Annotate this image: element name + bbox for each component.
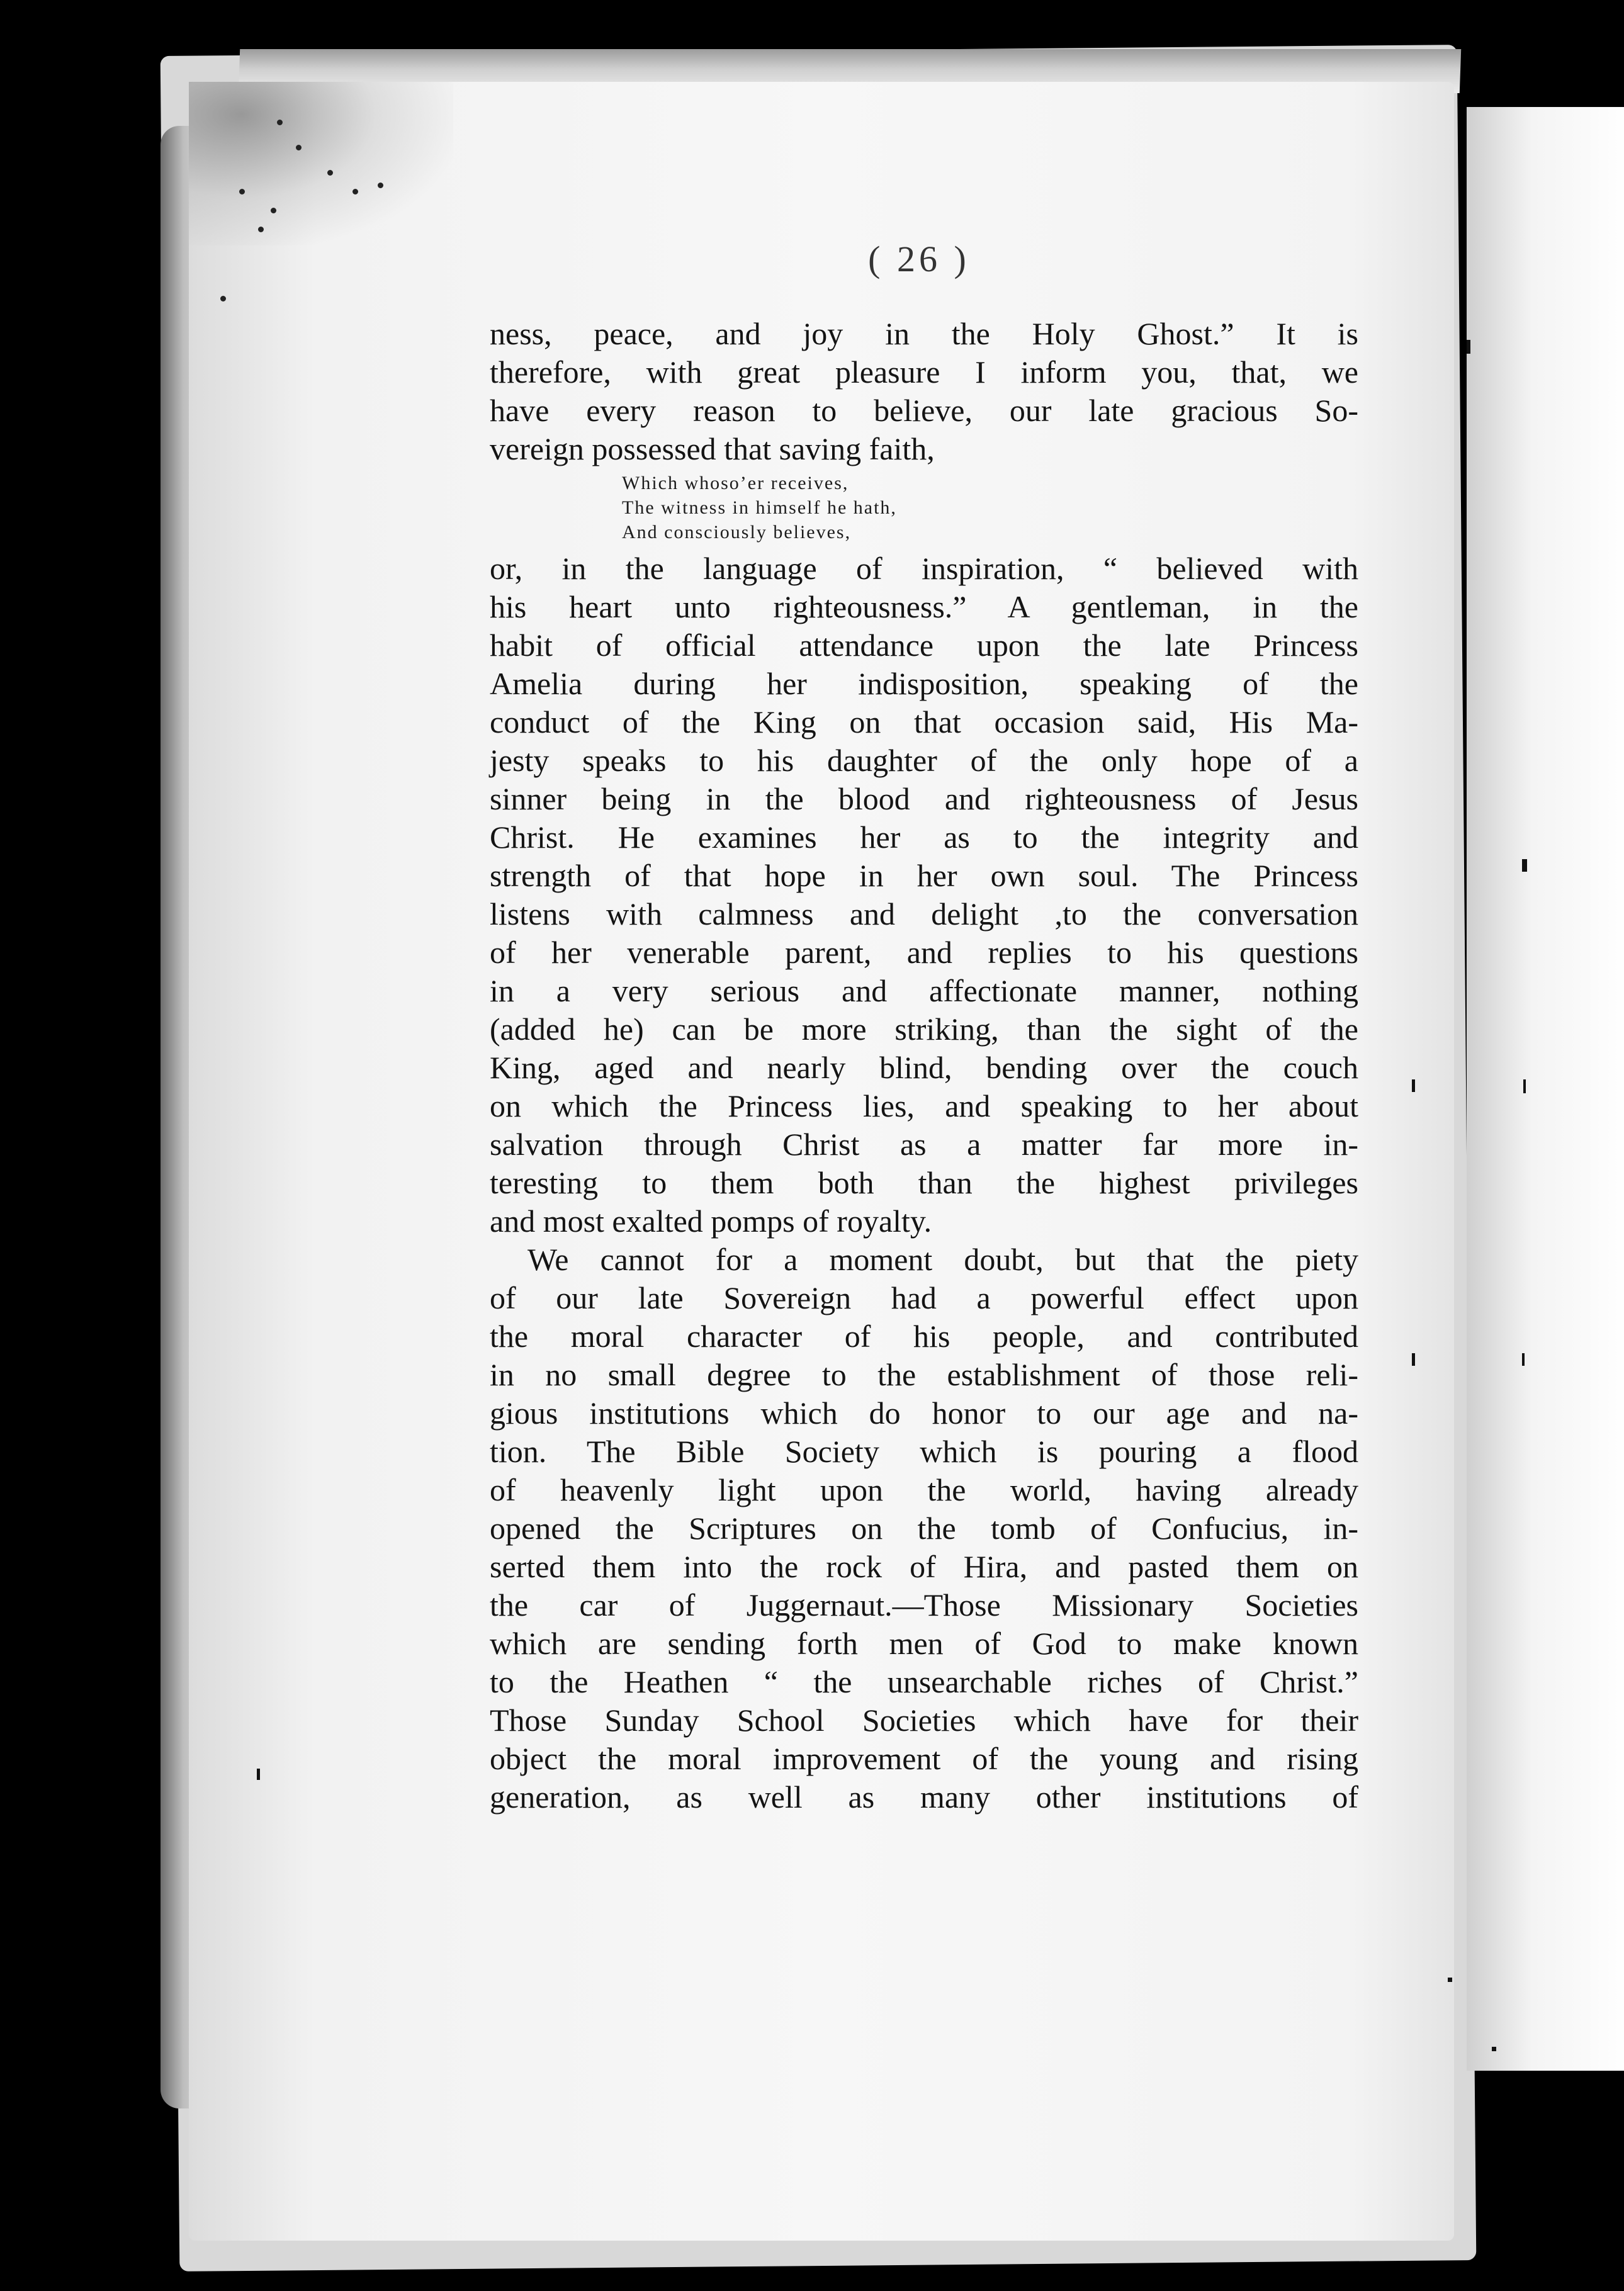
paragraph-one bbox=[490, 549, 1358, 1241]
margin-mark bbox=[1492, 2047, 1496, 2051]
paragraph-two bbox=[490, 1241, 1358, 1816]
page-number: ( 26 ) bbox=[868, 239, 970, 279]
foxing-speck bbox=[220, 296, 226, 301]
foxing-speck bbox=[296, 145, 302, 150]
text-line: therefore, with great pleasure I inform you, that, we bbox=[490, 354, 1358, 390]
opening-lines bbox=[490, 315, 1358, 468]
margin-mark bbox=[1523, 1079, 1526, 1093]
foxing-speck bbox=[258, 227, 264, 232]
text-line: to the Heathen “ the unsearchable riches of Christ.” bbox=[490, 1664, 1358, 1699]
verse-line: And consciously believes, bbox=[622, 522, 852, 543]
verse-quotation bbox=[490, 468, 1358, 549]
body-text bbox=[490, 315, 1358, 1816]
text-line: ness, peace, and joy in the Holy Ghost.” It is bbox=[490, 316, 1358, 351]
text-line: listens with calmness and delight ,to the conversation bbox=[490, 896, 1358, 932]
text-line: tion. The Bible Society which is pouring a flood bbox=[490, 1434, 1358, 1469]
foxing-speck bbox=[277, 120, 283, 125]
text-line: gious institutions which do honor to our age and na- bbox=[490, 1395, 1358, 1431]
margin-mark bbox=[1467, 340, 1470, 354]
text-line: We cannot for a moment doubt, but that the piety bbox=[527, 1242, 1358, 1277]
text-line: habit of official attendance upon the late Princess bbox=[490, 628, 1358, 663]
margin-mark bbox=[1448, 1978, 1452, 1982]
foxing-speck bbox=[352, 189, 358, 194]
margin-mark bbox=[1412, 1079, 1415, 1092]
text-line: serted them into the rock of Hira, and pasted them on bbox=[490, 1549, 1358, 1584]
text-line: Those Sunday School Societies which have for their bbox=[490, 1703, 1358, 1738]
text-line: object the moral improvement of the young and rising bbox=[490, 1741, 1358, 1776]
text-line: of our late Sovereign had a powerful effect upon bbox=[490, 1280, 1358, 1315]
text-line: conduct of the King on that occasion said, His Ma- bbox=[490, 704, 1358, 740]
text-line: have every reason to believe, our late gracious So- bbox=[490, 393, 1358, 428]
text-line: vereign possessed that saving faith, bbox=[490, 431, 935, 466]
foxing-speck bbox=[327, 170, 333, 176]
foxing-speck bbox=[239, 189, 245, 194]
text-line: of heavenly light upon the world, having already bbox=[490, 1472, 1358, 1507]
text-line: and most exalted pomps of royalty. bbox=[490, 1203, 932, 1239]
text-line: jesty speaks to his daughter of the only hope of a bbox=[490, 743, 1358, 778]
margin-mark bbox=[257, 1769, 260, 1780]
text-line: on which the Princess lies, and speaking to her about bbox=[490, 1088, 1358, 1123]
foxing-stain bbox=[189, 82, 453, 245]
foxing-speck bbox=[378, 183, 383, 188]
text-line: strength of that hope in her own soul. The Princess bbox=[490, 858, 1358, 893]
text-line: generation, as well as many other institutions of bbox=[490, 1779, 1358, 1815]
margin-mark bbox=[1522, 859, 1527, 872]
text-line: Amelia during her indisposition, speaking of the bbox=[490, 666, 1358, 701]
text-line: salvation through Christ as a matter far more in- bbox=[490, 1127, 1358, 1162]
text-line: sinner being in the blood and righteousness of Jesus bbox=[490, 781, 1358, 816]
text-line: Christ. He examines her as to the integrity and bbox=[490, 819, 1358, 855]
text-line: the moral character of his people, and contributed bbox=[490, 1319, 1358, 1354]
text-line: King, aged and nearly blind, bending over the couch bbox=[490, 1050, 1358, 1085]
text-line: opened the Scriptures on the tomb of Confucius, in- bbox=[490, 1511, 1358, 1546]
margin-mark bbox=[1412, 1353, 1415, 1366]
text-line: (added he) can be more striking, than the sight of the bbox=[490, 1011, 1358, 1047]
margin-mark bbox=[1522, 1353, 1525, 1366]
text-line: of her venerable parent, and replies to his questions bbox=[490, 935, 1358, 970]
text-line: which are sending forth men of God to make known bbox=[490, 1626, 1358, 1661]
text-line: in a very serious and affectionate manner, nothing bbox=[490, 973, 1358, 1008]
verse-line: The witness in himself he hath, bbox=[622, 497, 897, 518]
foxing-speck bbox=[271, 208, 276, 213]
text-line: or, in the language of inspiration, “ believed with bbox=[490, 551, 1358, 586]
text-line: in no small degree to the establishment of those reli- bbox=[490, 1357, 1358, 1392]
text-line: the car of Juggernaut.—Those Missionary Societies bbox=[490, 1587, 1358, 1623]
verse-line: Which whoso’er receives, bbox=[622, 473, 849, 493]
text-line: teresting to them both than the highest privileges bbox=[490, 1165, 1358, 1200]
text-line: his heart unto righteousness.” A gentleman, in the bbox=[490, 589, 1358, 624]
facing-page-edge bbox=[1467, 107, 1624, 2071]
